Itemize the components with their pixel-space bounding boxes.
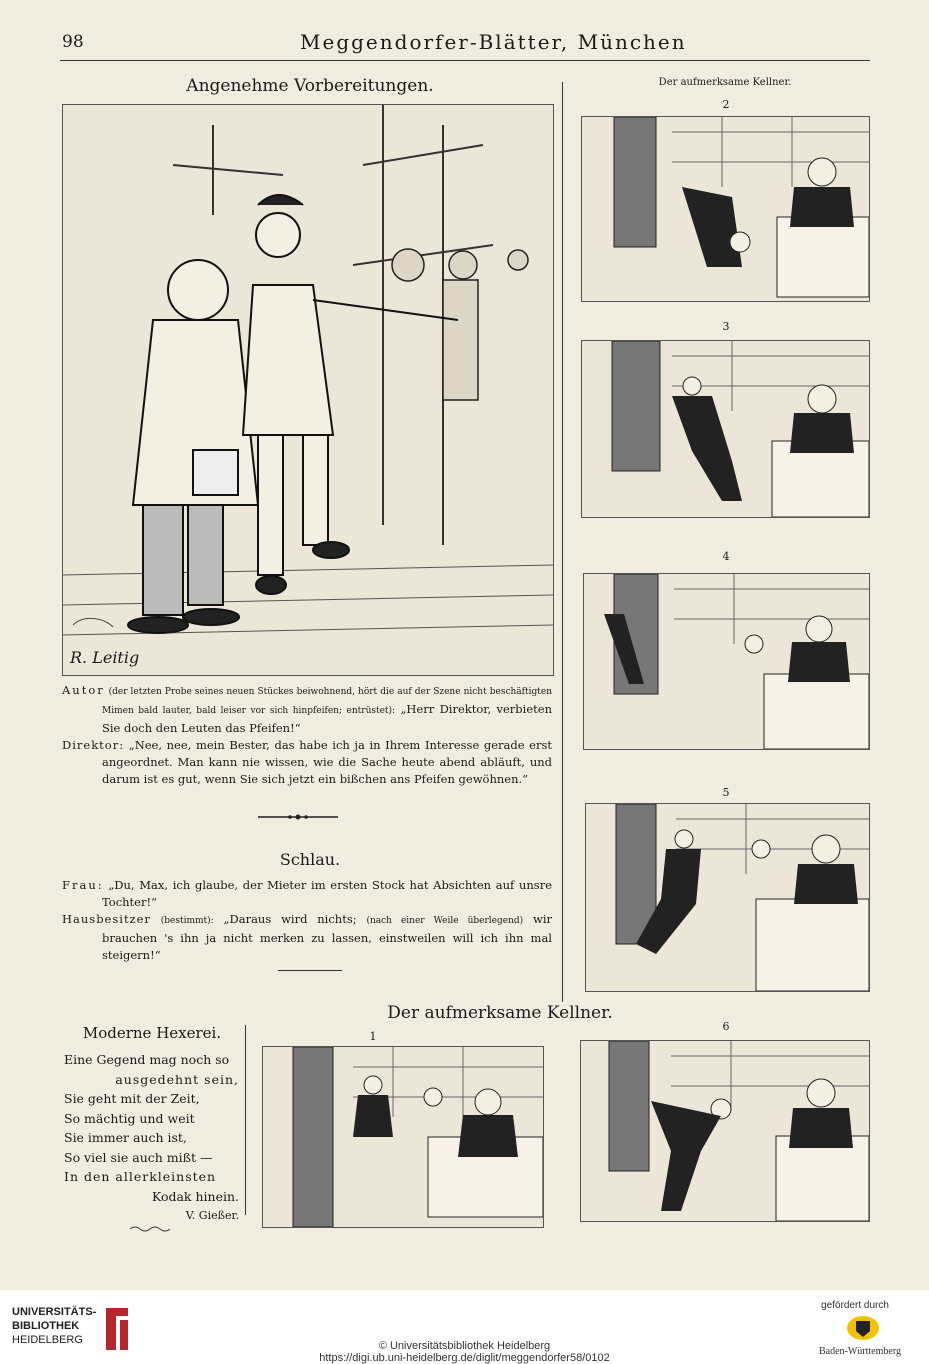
article2-dialogue — [62, 877, 552, 964]
hausbesitzer-speech-2: wir brauchen 's ihn ja nicht merken zu lassen, einstweilen will ich ihn mal steigern!“ — [102, 912, 553, 962]
footer — [0, 1290, 929, 1364]
poem-author: V. Gießer. — [185, 1209, 239, 1222]
library-name-line3: HEIDELBERG — [12, 1334, 83, 1346]
hausbesitzer-entry — [62, 911, 552, 964]
panel-number-2: 2 — [722, 98, 730, 111]
frau-speech: „Du, Max, ich glaube, der Mieter im ersten Stock hat Absichten auf unsre Tochter!“ — [102, 878, 552, 909]
article2-title: Schlau. — [279, 850, 341, 869]
hausbesitzer-stage-2: (nach einer Weile überlegend) — [366, 916, 524, 926]
autor-entry — [62, 682, 552, 737]
comic-panel-4 — [583, 573, 870, 750]
permalink-url[interactable]: https://digi.ub.uni-heidelberg.de/diglit/meggendorfer58/0102 — [319, 1352, 610, 1364]
comic-panel-2 — [581, 116, 870, 302]
poem-line: So mächtig und weit — [64, 1110, 195, 1126]
comic-panel-5 — [585, 803, 870, 992]
funded-by-label: gefördert durch — [821, 1300, 889, 1311]
poem-line: Eine Gegend mag noch so — [64, 1052, 230, 1067]
column-divider — [562, 82, 563, 1002]
coat-of-arms-icon — [846, 1315, 880, 1341]
autor-stage-direction: (der letzten Probe seines neuen Stückes beiwohnend, hört die auf der Szene nicht beschäftigten Mimen bald lauter, bald leiser vor sich hinpfeifen; entrüstet): — [102, 687, 552, 716]
poem-line: In den allerkleinsten — [64, 1169, 217, 1184]
hausbesitzer-speaker: Hausbesitzer — [62, 912, 151, 926]
hausbesitzer-stage-1: (bestimmt): — [160, 916, 214, 926]
poem-line: ausgedehnt sein, — [115, 1071, 239, 1087]
header-rule — [60, 60, 870, 61]
comic-panel-3 — [581, 340, 870, 518]
direktor-speech: „Nee, nee, mein Bester, das habe ich ja in Ihrem Interesse gerade erst angeordnet. Man kann nie wissen, wie die Sache heute abend abläuft, und darum ist es gut, wenn Sie sich jetzt ein bißchen ans Pfeifen gewöhnen.“ — [102, 738, 553, 786]
frau-speaker: Frau: — [62, 878, 104, 892]
poem-line: So viel sie auch mißt — — [64, 1149, 213, 1165]
poem-flourish — [130, 1218, 170, 1226]
comic-panel-6 — [580, 1040, 870, 1222]
library-name-line1: UNIVERSITÄTS- — [12, 1306, 97, 1318]
hausbesitzer-speech-1: „Daraus wird nichts; — [223, 912, 357, 926]
article1-illustration — [62, 104, 554, 676]
comic-title: Der aufmerksame Kellner. — [387, 1003, 613, 1023]
poem-body — [64, 1050, 239, 1226]
frau-entry — [62, 877, 552, 911]
article1-dialogue — [62, 682, 552, 788]
short-rule — [278, 970, 342, 971]
funder-name: Baden-Württemberg — [818, 1346, 901, 1357]
panel-number-5: 5 — [722, 786, 730, 799]
article1-title: Angenehme Vorbereitungen. — [186, 76, 434, 96]
panel-number-3: 3 — [722, 320, 730, 333]
comic-panel-1 — [262, 1046, 544, 1228]
panel-number-6: 6 — [722, 1020, 730, 1033]
poem-line: Sie immer auch ist, — [64, 1130, 187, 1145]
direktor-entry — [62, 737, 552, 788]
panel-number-4: 4 — [722, 550, 730, 563]
poem-title: Moderne Hexerei. — [82, 1024, 222, 1042]
direktor-speaker: Direktor: — [62, 738, 125, 752]
poem-divider — [245, 1025, 246, 1215]
poem-line: Kodak hinein. — [151, 1188, 239, 1204]
copyright-text: © Universitätsbibliothek Heidelberg — [378, 1340, 551, 1352]
masthead: Meggendorfer-Blätter, München — [300, 30, 687, 54]
autor-speech: „Herr Direktor, verbieten Sie doch den Leuten das Pfeifen!“ — [102, 702, 552, 735]
page-number: 98 — [62, 32, 84, 52]
comic-small-title: Der aufmerksame Kellner. — [658, 77, 792, 88]
poem-line: Sie geht mit der Zeit, — [64, 1091, 200, 1106]
library-name-line2: BIBLIOTHEK — [12, 1320, 80, 1332]
panel-number-1: 1 — [369, 1030, 377, 1043]
autor-speaker: Autor — [62, 683, 105, 697]
ornament-divider — [258, 808, 338, 820]
artist-signature: R. Leitig — [70, 648, 140, 667]
